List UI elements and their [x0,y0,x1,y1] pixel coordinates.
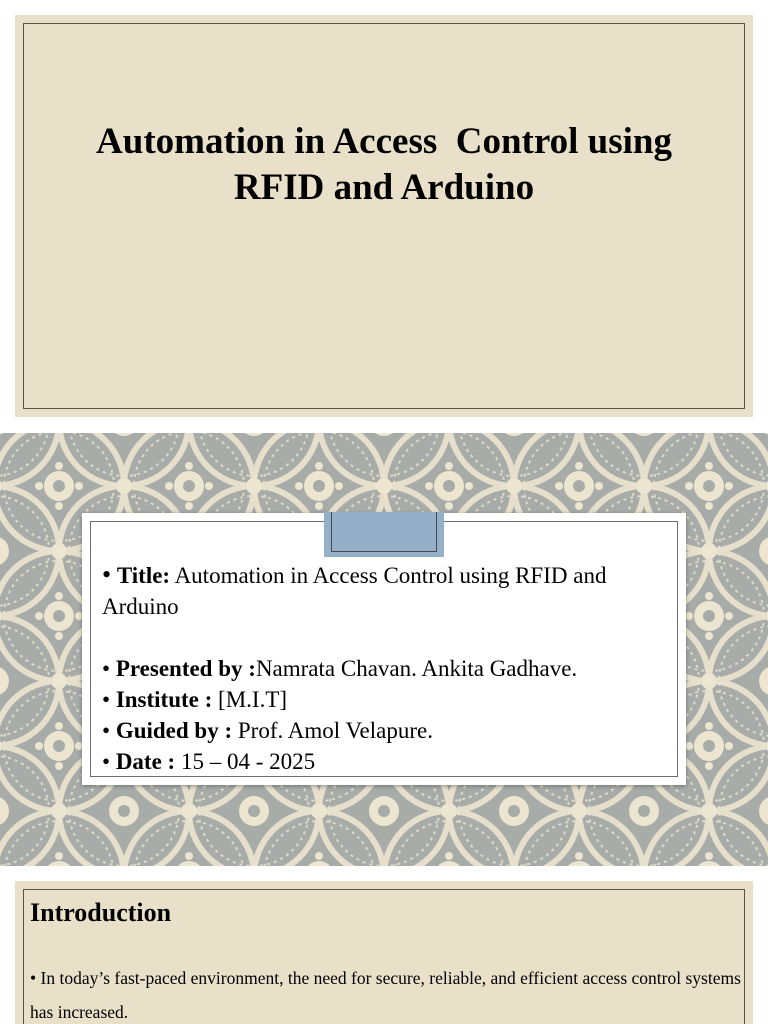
detail-label: Guided by : [115,718,233,743]
bullet-icon: • [102,656,111,681]
slide-details [0,433,768,866]
slide-introduction [15,881,753,1024]
detail-value: Automation in Access Control using RFID and Arduino [102,563,607,619]
detail-value: Namrata Chavan. Ankita Gadhave. [255,656,578,681]
bullet-icon: • [102,560,112,589]
detail-item-presenters [102,653,666,684]
detail-label: Title: [116,563,171,588]
detail-label: Institute : [115,687,213,712]
detail-value: [M.I.T] [212,687,288,712]
bullet-icon: • [102,687,111,712]
section-heading: Introduction [30,898,172,927]
detail-item-institute [102,684,666,715]
card-tab-decoration [324,512,444,557]
intro-text: In today’s fast-paced environment, the need for secure, reliable, and efficient access control systems has increased. [30,968,741,1022]
detail-value: Prof. Amol Velapure. [232,718,433,743]
detail-item-date [102,746,666,777]
intro-paragraph [30,961,747,1024]
bullet-icon: • [102,749,111,774]
details-card [82,513,686,785]
slide-title [15,15,753,417]
detail-label: Date : [115,749,176,774]
detail-label: Presented by : [115,656,256,681]
bullet-icon: • [30,968,37,988]
detail-value: 15 – 04 - 2025 [175,749,316,774]
detail-item-guide [102,715,666,746]
bullet-icon: • [102,718,111,743]
detail-item-title [102,559,666,622]
slide-title-text: Automation in Access Control using RFID and Arduino [96,121,672,208]
slide-frame [23,23,745,409]
details-list [102,559,666,777]
